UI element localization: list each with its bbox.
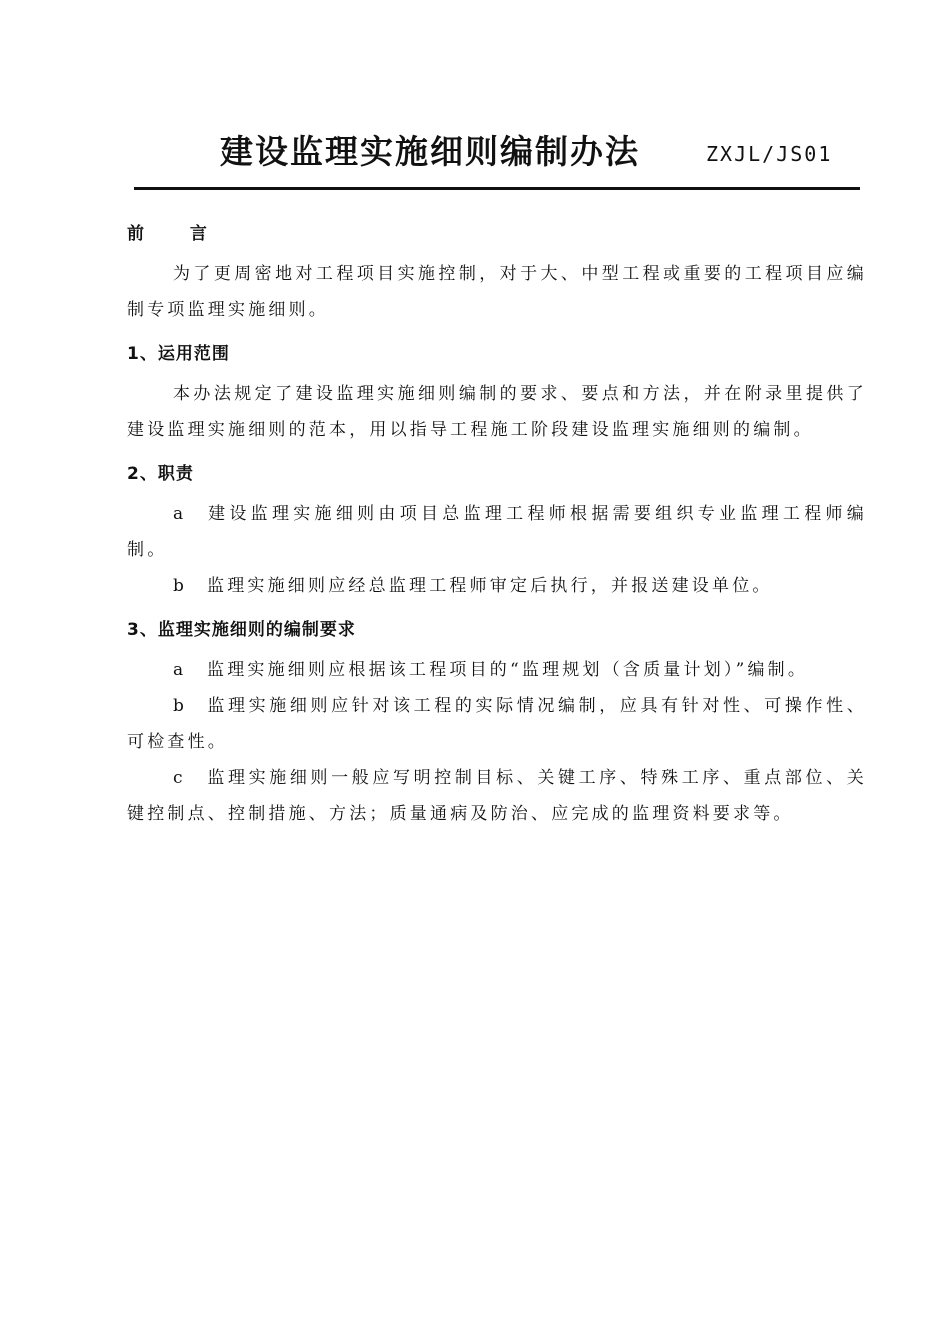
item-letter: b [173, 696, 184, 716]
item-text: 监理实施细则应针对该工程的实际情况编制，应具有针对性、可操作性、可检查性。 [127, 696, 867, 752]
requirements-heading: 3、监理实施细则的编制要求 [127, 620, 356, 640]
scope-text: 本办法规定了建设监理实施细则编制的要求、要点和方法，并在附录里提供了建设监理实施细则的范本，用以指导工程施工阶段建设监理实施细则的编制。 [127, 384, 867, 440]
duties-item-a [127, 496, 867, 568]
duties-item-b [127, 568, 867, 604]
item-text: 建设监理实施细则由项目总监理工程师根据需要组织专业监理工程师编制。 [127, 504, 867, 560]
duties-heading: 2、职责 [127, 464, 194, 484]
item-letter: b [173, 576, 184, 596]
item-letter: c [173, 768, 183, 788]
title-divider [134, 187, 860, 190]
preface-text: 为了更周密地对工程项目实施控制，对于大、中型工程或重要的工程项目应编制专项监理实施细则。 [127, 264, 867, 320]
requirements-item-a [127, 652, 867, 688]
document-title: 建设监理实施细则编制办法 [220, 132, 640, 171]
preface-heading: 前 言 [127, 224, 227, 244]
item-letter: a [173, 660, 184, 680]
requirements-item-c [127, 760, 867, 832]
item-text: 监理实施细则一般应写明控制目标、关键工序、特殊工序、重点部位、关键控制点、控制措施、方法；质量通病及防治、应完成的监理资料要求等。 [127, 768, 867, 824]
title-row [0, 128, 950, 176]
requirements-item-b [127, 688, 867, 760]
item-letter: a [173, 504, 184, 524]
item-text: 监理实施细则应经总监理工程师审定后执行，并报送建设单位。 [207, 576, 773, 596]
document-code: ZXJL/JS01 [706, 142, 833, 166]
document-body [127, 218, 867, 832]
item-text: 监理实施细则应根据该工程项目的“监理规划（含质量计划）”编制。 [207, 660, 809, 680]
scope-heading: 1、运用范围 [127, 344, 230, 364]
